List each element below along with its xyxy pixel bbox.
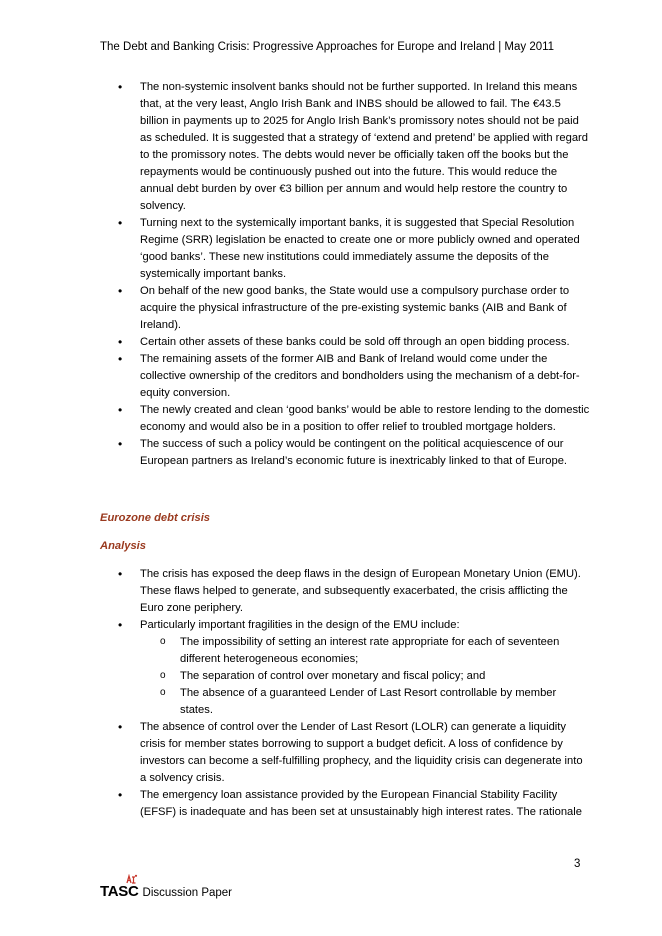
list-item: • The non-systemic insolvent banks should not be further supported. In Ireland this means that, at the very least, Anglo Irish Bank and INBS should be allowed to fail. The €43.5 billion in payments up to 2025 for Anglo Irish Bank’s promissory notes should not be paid as scheduled. It is suggested that a strategy of ‘extend and pretend’ be applied with regard to the promissory notes. The debts would never be officially taken off the books but the repayments would be continuously pushed out into the future. This would reduce the annual debt burden by over €3 billion per annum and would help restore the country to solvency. — [100, 79, 590, 215]
page-number: 3 — [574, 858, 581, 870]
logo-wordmark: TASC — [100, 883, 139, 900]
list-item: • The absence of control over the Lender of Last Resort (LOLR) can generate a liquidity crisis for member states borrowing to support a budget deficit. A loss of confidence by investors can become a self-fulfilling prophecy, and the liquidity crisis can degenerate into a solvency crisis. — [100, 719, 590, 787]
analysis-list — [100, 566, 590, 821]
sub-list-item: o The absence of a guaranteed Lender of Last Resort controllable by member states. — [140, 685, 590, 719]
section-heading: Eurozone debt crisis — [100, 512, 211, 524]
body-text — [100, 79, 590, 821]
list-item: • The crisis has exposed the deep flaws in the design of European Monetary Union (EMU). These flaws helped to generate, and subsequently exacerbated, the crisis afflicting the Euro zone periphery. — [100, 566, 590, 617]
sub-list-item: o The separation of control over monetary and fiscal policy; and — [140, 668, 590, 685]
logo-mark-icon — [124, 874, 138, 886]
list-item: • The newly created and clean ‘good banks’ would be able to restore lending to the domestic economy and would also be in a position to offer relief to troubled mortgage holders. — [100, 402, 590, 436]
running-header: The Debt and Banking Crisis: Progressive Approaches for Europe and Ireland | May 2011 — [100, 41, 555, 53]
footer — [100, 878, 232, 900]
section-subheading: Analysis — [100, 540, 147, 552]
list-item — [100, 617, 590, 719]
list-item: • The remaining assets of the former AIB and Bank of Ireland would come under the collective ownership of the creditors and bondholders using the mechanism of a debt-for-equity conversion. — [100, 351, 590, 402]
fragilities-sublist — [140, 634, 590, 719]
list-item: • Certain other assets of these banks could be sold off through an open bidding process. — [100, 334, 590, 351]
list-item: • On behalf of the new good banks, the State would use a compulsory purchase order to acquire the physical infrastructure of the pre-existing systemic banks (AIB and Bank of Ireland). — [100, 283, 590, 334]
tasc-logo — [100, 883, 139, 900]
list-item: • Turning next to the systemically important banks, it is suggested that Special Resolution Regime (SRR) legislation be enacted to create one or more publicly owned and operated ‘good banks’. These new institutions could immediately assume the deposits of the systemically important banks. — [100, 215, 590, 283]
banking-proposals-list — [100, 79, 590, 470]
list-item: • The emergency loan assistance provided by the European Financial Stability Facility (EFSF) is inadequate and has been set at unsustainably high interest rates. The rationale — [100, 787, 590, 821]
footer-label: Discussion Paper — [142, 887, 233, 899]
logo-mark-shape — [127, 875, 137, 883]
list-item: • The success of such a policy would be contingent on the political acquiescence of our European partners as Ireland’s economic future is inextricably linked to that of Europe. — [100, 436, 590, 470]
sub-list-item: o The impossibility of setting an interest rate appropriate for each of seventeen different heterogeneous economies; — [140, 634, 590, 668]
list-item-text: Particularly important fragilities in the design of the EMU include: — [140, 619, 460, 631]
